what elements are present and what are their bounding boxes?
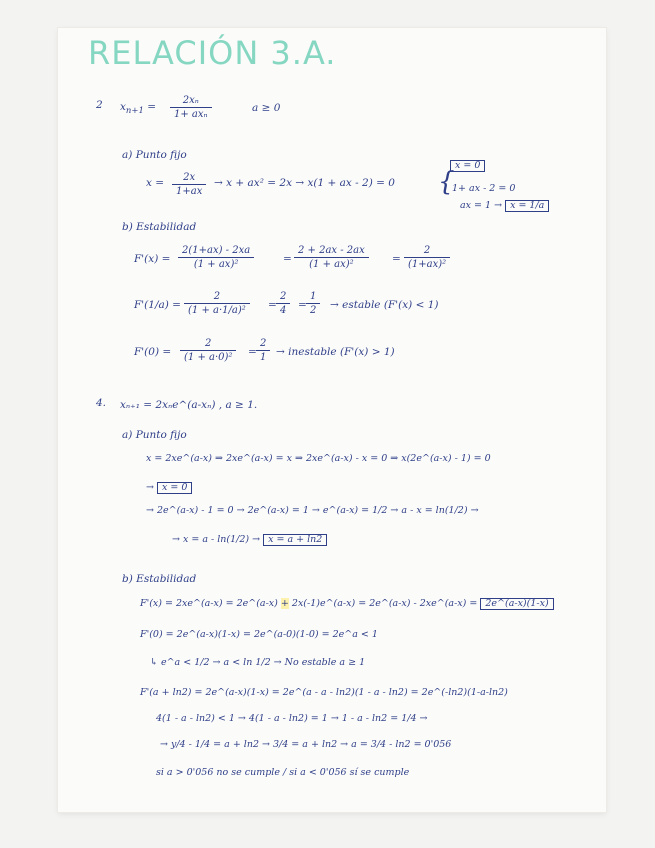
frac-num: 2(1+ax) - 2xa xyxy=(182,245,251,256)
problem-2-a-frac-den: 1+ax xyxy=(176,186,203,197)
frac-num: 2 xyxy=(280,291,287,302)
problem-2-b2-frac-2 xyxy=(276,291,290,316)
problem-2-condition: a ≥ 0 xyxy=(252,102,281,114)
problem-2-number: 2 xyxy=(96,99,103,111)
frac-den: (1+ax)² xyxy=(408,259,447,270)
problem-2-b-frac-1 xyxy=(178,245,254,270)
problem-4-a-line-4 xyxy=(172,534,327,546)
problem-2-lhs-var: x xyxy=(120,101,126,113)
problem-2-b2-eq: = xyxy=(268,299,277,311)
frac-den: 4 xyxy=(280,305,287,316)
fraction-bar xyxy=(172,184,206,185)
problem-2-b-frac-2 xyxy=(294,245,369,270)
highlighted-plus: + xyxy=(280,598,289,609)
solution-line2-text: ax = 1 → xyxy=(460,200,503,211)
problem-2-frac-num: 2xₙ xyxy=(182,95,199,106)
problem-4-b-line-4: F'(a + ln2) = 2e^(a-x)(1-x) = 2e^(a - a - ln2)(1 - a - ln2) = 2e^(-ln2)(1-a-ln2) xyxy=(140,687,508,698)
problem-4-a-line-2 xyxy=(146,482,192,494)
problem-2-a-solution-1 xyxy=(450,160,485,172)
problem-4-definition: xₙ₊₁ = 2xₙe^(a-xₙ) , a ≥ 1. xyxy=(120,399,258,411)
problem-2-a-solution-2-line2 xyxy=(460,200,549,212)
problem-4-part-b-label: b) Estabilidad xyxy=(122,573,197,585)
frac-num: 1 xyxy=(310,291,317,302)
problem-2-b2-eq2: = xyxy=(298,299,307,311)
line-4-text: → x = a - ln(1/2) → xyxy=(172,534,261,545)
problem-4-b-line-6: → y/4 - 1/4 = a + ln2 → 3/4 = a + ln2 → a = 3/4 - ln2 = 0'056 xyxy=(160,739,452,750)
b-line-1-mid: 2x(-1)e^(a-x) = 2e^(a-x) - 2xe^(a-x) = xyxy=(291,598,478,609)
problem-2-a-fraction xyxy=(172,172,206,197)
problem-2-lhs-sub: n+1 xyxy=(125,106,144,117)
problem-2-a-brace: { xyxy=(438,167,455,197)
problem-2-part-b-label: b) Estabilidad xyxy=(122,221,197,233)
problem-2-part-a-label: a) Punto fijo xyxy=(122,149,187,161)
problem-2-b-eq1: = xyxy=(283,253,292,265)
problem-4-number: 4. xyxy=(96,397,107,409)
fraction-bar xyxy=(306,303,320,304)
problem-4-b-line-2: F'(0) = 2e^(a-x)(1-x) = 2e^(a-0)(1-0) = 2e^a < 1 xyxy=(140,629,378,640)
frac-den: (1 + ax)² xyxy=(193,259,239,270)
fraction-bar xyxy=(178,257,254,258)
problem-2-b3-frac-2 xyxy=(256,338,270,363)
fraction-bar xyxy=(404,257,450,258)
problem-4-part-a-label: a) Punto fijo xyxy=(122,429,187,441)
problem-2-b2-f: F'(1/a) = xyxy=(134,299,181,311)
problem-2-b-eq2: = xyxy=(392,253,401,265)
problem-4-b-line-3: ↳ e^a < 1/2 → a < ln 1/2 → No estable a ≥ 1 xyxy=(150,657,366,668)
b-line-1-pre: F'(x) = 2xe^(a-x) = 2e^(a-x) xyxy=(140,598,278,609)
frac-den: (1 + a·1/a)² xyxy=(188,305,246,316)
problem-2-b3-eq: = xyxy=(248,346,257,358)
fraction-bar xyxy=(276,303,290,304)
problem-2-b2-frac-3 xyxy=(306,291,320,316)
solution-box: x = 0 xyxy=(157,482,192,494)
frac-num: 2 + 2ax - 2ax xyxy=(298,245,365,256)
problem-2-b3-rest: → inestable (F'(x) > 1) xyxy=(276,346,395,358)
problem-4-b-line-7: si a > 0'056 no se cumple / si a < 0'056 sí se cumple xyxy=(156,767,410,778)
frac-num: 2 xyxy=(423,245,431,256)
problem-2-fraction xyxy=(170,95,212,120)
problem-2-lhs xyxy=(120,102,156,116)
problem-2-a-frac-num: 2x xyxy=(183,172,196,183)
frac-num: 2 xyxy=(260,338,267,349)
problem-2-b2-frac-1 xyxy=(184,291,250,316)
problem-2-b3-f: F'(0) = xyxy=(134,346,172,358)
fraction-bar xyxy=(294,257,369,258)
problem-4-b-line-1 xyxy=(140,598,554,610)
problem-2-b2-rest: → estable (F'(x) < 1) xyxy=(330,299,439,311)
solution-box: x = 0 xyxy=(450,160,485,172)
fraction-bar xyxy=(170,107,212,108)
problem-2-frac-den: 1+ axₙ xyxy=(174,109,208,120)
frac-den: 1 xyxy=(260,352,267,363)
frac-den: (1 + a·0)² xyxy=(184,352,233,363)
solution-box: x = 1/a xyxy=(505,200,549,212)
problem-2-a-solution-2-line1: 1+ ax - 2 = 0 xyxy=(452,183,516,194)
problem-2-eq: = xyxy=(147,101,157,113)
page-title: RELACIÓN 3.A. xyxy=(88,34,337,72)
arrow-icon: → xyxy=(146,482,154,493)
frac-num: 2 xyxy=(205,338,212,349)
problem-2-a-rest: → x + ax² = 2x → x(1 + ax - 2) = 0 xyxy=(214,177,395,189)
fraction-bar xyxy=(180,350,236,351)
solution-box: x = a + ln2 xyxy=(263,534,327,546)
solution-box: 2e^(a-x)(1-x) xyxy=(480,598,553,610)
problem-4-a-line-3: → 2e^(a-x) - 1 = 0 → 2e^(a-x) = 1 → e^(a-x) = 1/2 → a - x = ln(1/2) → xyxy=(146,505,479,516)
problem-4-a-line-1: x = 2xe^(a-x) ⇒ 2xe^(a-x) = x ⇒ 2xe^(a-x) - x = 0 ⇒ x(2e^(a-x) - 1) = 0 xyxy=(146,453,491,464)
fraction-bar xyxy=(256,350,270,351)
frac-num: 2 xyxy=(213,291,221,302)
problem-4-b-line-5: 4(1 - a - ln2) < 1 → 4(1 - a - ln2) = 1 → 1 - a - ln2 = 1/4 → xyxy=(156,713,428,724)
problem-2-b-f: F'(x) = xyxy=(134,253,171,265)
problem-2-b3-frac-1 xyxy=(180,338,236,363)
problem-2-b-frac-3 xyxy=(404,245,450,270)
problem-2-a-lhs: x = xyxy=(146,177,165,189)
frac-den: 2 xyxy=(310,305,317,316)
frac-den: (1 + ax)² xyxy=(309,259,354,270)
fraction-bar xyxy=(184,303,250,304)
